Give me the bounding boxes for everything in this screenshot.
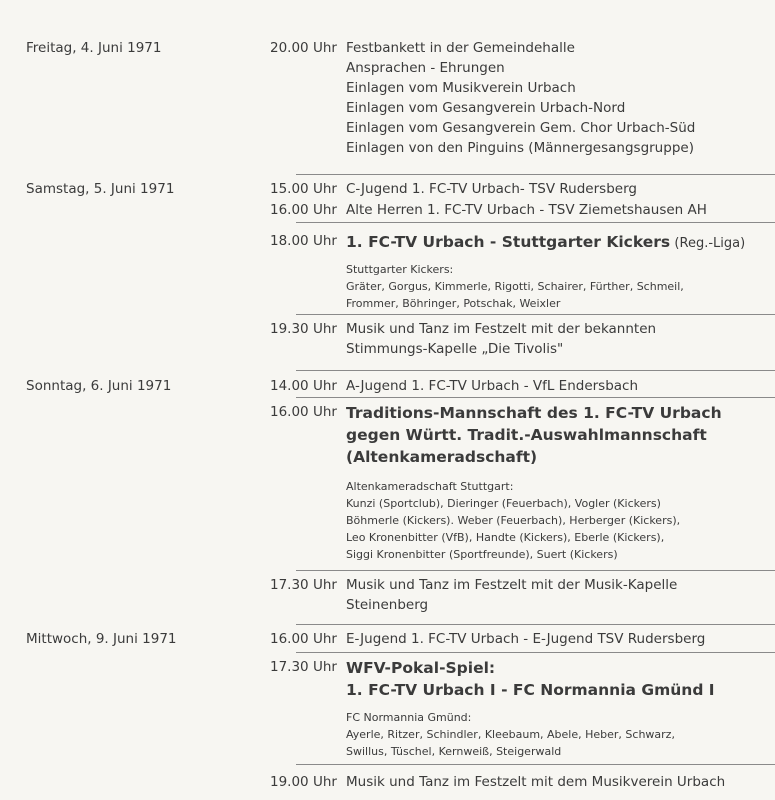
event-time: 18.00 Uhr [270,233,337,249]
match-headline: (Altenkameradschaft) [346,448,538,466]
event-time: 14.00 Uhr [270,378,337,394]
match-headline: gegen Württ. Tradit.-Auswahlmannschaft [346,426,707,444]
event-line: Ansprachen - Ehrungen [346,60,505,76]
event-line: Musik und Tanz im Festzelt mit dem Musikverein Urbach [346,774,726,790]
event-line: Alte Herren 1. FC-TV Urbach - TSV Ziemetshausen AH [346,202,707,218]
event-time: 17.30 Uhr [270,659,337,675]
event-line: Einlagen vom Gesangverein Urbach-Nord [346,100,626,116]
separator-rule [296,764,775,765]
roster-line: Leo Kronenbitter (VfB), Handte (Kickers), Eberle (Kickers), [346,531,665,544]
event-time: 16.00 Uhr [270,202,337,218]
event-time: 17.30 Uhr [270,577,337,593]
roster-line: Frommer, Böhringer, Potschak, Weixler [346,297,561,310]
separator-rule [296,624,775,625]
event-time: 15.00 Uhr [270,181,337,197]
separator-rule [296,174,775,175]
separator-rule [296,652,775,653]
event-line: Einlagen von den Pinguins (Männergesangsgruppe) [346,140,694,156]
separator-rule [296,222,775,223]
event-time: 16.00 Uhr [270,631,337,647]
event-time: 20.00 Uhr [270,40,337,56]
roster-line: Stuttgarter Kickers: [346,263,454,276]
event-line: A-Jugend 1. FC-TV Urbach - VfL Endersbach [346,378,639,394]
event-line: Musik und Tanz im Festzelt mit der bekannten [346,321,657,337]
event-description [346,657,771,760]
event-description [346,231,771,312]
event-time: 19.30 Uhr [270,321,337,337]
event-line: Steinenberg [346,597,429,613]
separator-rule [296,370,775,371]
roster-line: Altenkameradschaft Stuttgart: [346,480,514,493]
day-label: Sonntag, 6. Juni 1971 [26,378,172,394]
event-line: Stimmungs-Kapelle „Die Tivolis" [346,341,564,357]
roster-line: Böhmerle (Kickers). Weber (Feuerbach), Herberger (Kickers), [346,514,681,527]
event-line: Musik und Tanz im Festzelt mit der Musik-Kapelle [346,577,678,593]
event-description [346,402,771,563]
match-headline: 1. FC-TV Urbach I - FC Normannia Gmünd I [346,681,715,699]
separator-rule [296,314,775,315]
match-headline: 1. FC-TV Urbach - Stuttgarter Kickers [346,233,671,251]
roster-line: Kunzi (Sportclub), Dieringer (Feuerbach), Vogler (Kickers) [346,497,661,510]
match-headline: WFV-Pokal-Spiel: [346,659,496,677]
event-line: Einlagen vom Musikverein Urbach [346,80,576,96]
match-headline: Traditions-Mannschaft des 1. FC-TV Urbach [346,404,722,422]
separator-rule [296,397,775,398]
event-description [346,38,771,158]
event-line: Einlagen vom Gesangverein Gem. Chor Urbach-Süd [346,120,696,136]
roster-line: Swillus, Tüschel, Kernweiß, Steigerwald [346,745,562,758]
event-time: 19.00 Uhr [270,774,337,790]
roster-line: Siggi Kronenbitter (Sportfreunde), Suert (Kickers) [346,548,618,561]
match-note: (Reg.-Liga) [674,236,746,251]
day-label: Mittwoch, 9. Juni 1971 [26,631,177,647]
separator-rule [296,570,775,571]
day-label: Freitag, 4. Juni 1971 [26,40,162,56]
roster-line: Gräter, Gorgus, Kimmerle, Rigotti, Schairer, Fürther, Schmeil, [346,280,684,293]
event-line: C-Jugend 1. FC-TV Urbach- TSV Rudersberg [346,181,637,197]
roster-line: Ayerle, Ritzer, Schindler, Kleebaum, Abele, Heber, Schwarz, [346,728,675,741]
day-label: Samstag, 5. Juni 1971 [26,181,175,197]
event-line: Festbankett in der Gemeindehalle [346,40,575,56]
event-time: 16.00 Uhr [270,404,337,420]
roster-line: FC Normannia Gmünd: [346,711,472,724]
event-line: E-Jugend 1. FC-TV Urbach - E-Jugend TSV Rudersberg [346,631,706,647]
